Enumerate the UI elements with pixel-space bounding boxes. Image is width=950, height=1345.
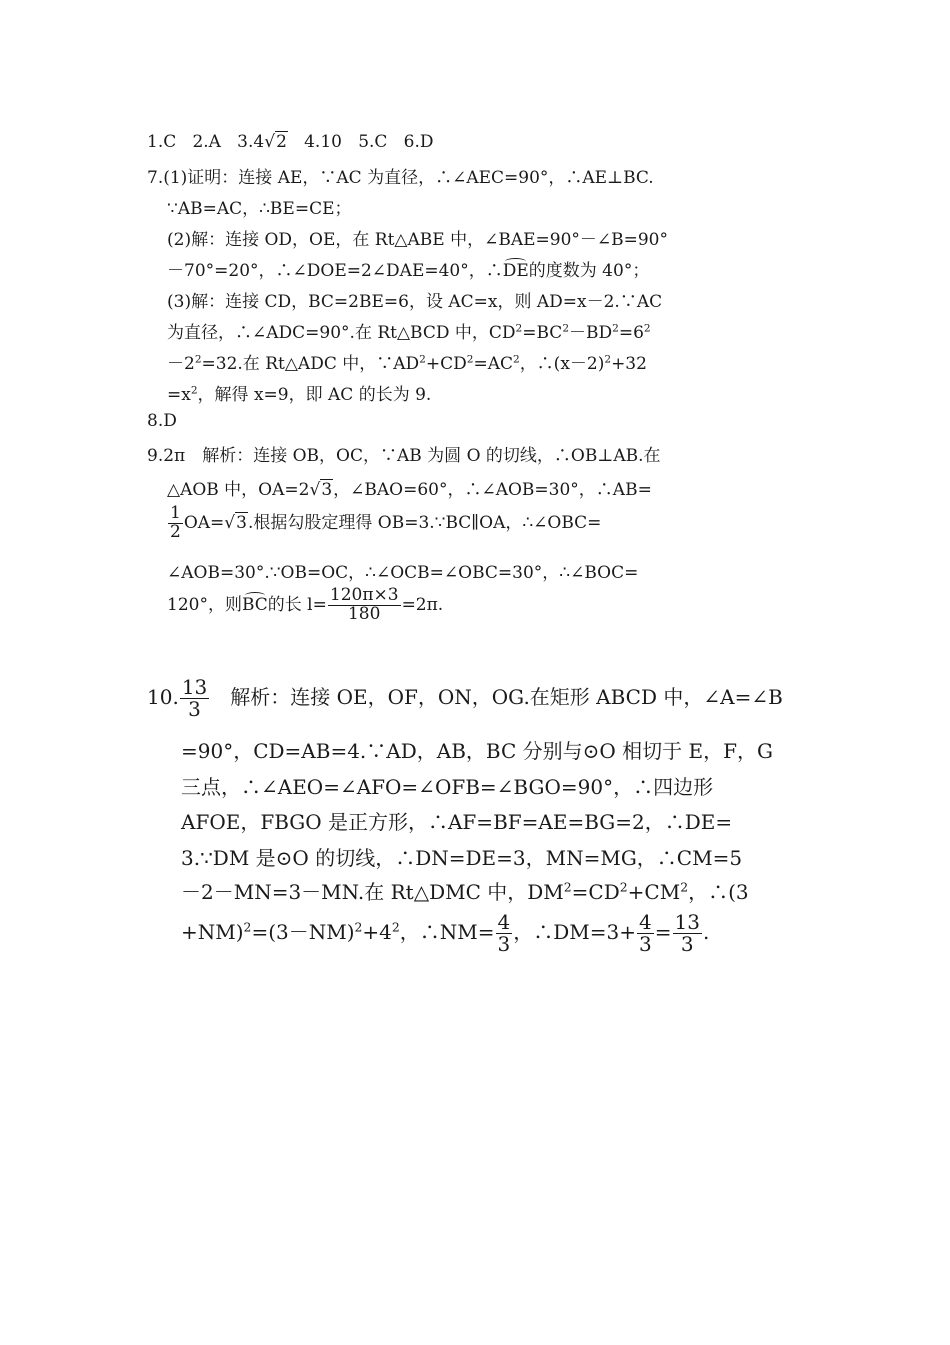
q9-line-4: ∠AOB=30°.∵OB=OC，∴∠OCB=∠OBC=30°，∴∠BOC= <box>167 563 639 583</box>
q7-line-8: $=x^2$，解得 x=9，即 AC 的长为 9. <box>167 384 432 405</box>
q7-line-1: 7.(1)证明：连接 AE，∵AC 为直径，∴∠AEC=90°，∴AE⊥BC. <box>147 168 654 188</box>
answer-6: 6.D <box>403 132 434 152</box>
q7-line-3: (2)解：连接 OD，OE，在 Rt△ABE 中，∠BAE=90°－∠B=90° <box>167 230 669 250</box>
q9-line-5: 120°，则BC的长 l= $\frac{120\pi\times 3}{180}$ =2π. <box>167 585 444 624</box>
answer-1: 1.C <box>147 132 177 152</box>
q10-line-1: 10. $\frac{13}{3}$ 解析：连接 OE，OF，ON，OG.在矩形 ABCD 中，∠A=∠B <box>147 675 783 721</box>
q10-line-6: －2－MN=3－MN.在 Rt△DMC 中，$DM^2=CD^2+CM^2$，∴(3 <box>181 879 749 904</box>
q9-line-3: $\frac{1}{2}$ OA=√3.根据勾股定理得 OB=3.∵BC∥OA，∴∠OBC= <box>170 503 602 542</box>
fraction-dm: $\frac{13}{3}$ <box>674 910 700 956</box>
q10-line-4: AFOE，FBGO 是正方形，∴AF=BF=AE=BG=2，∴DE= <box>181 810 733 834</box>
arc-bc: BC <box>241 594 268 615</box>
q7-line-4: －70°=20°，∴∠DOE=2∠DAE=40°，∴DE的度数为 40°； <box>167 261 650 281</box>
q7-line-2: ∵AB=AC，∴BE=CE； <box>167 199 352 219</box>
fraction-nm: $\frac{4}{3}$ <box>497 910 511 956</box>
fraction-four-thirds: $\frac{4}{3}$ <box>639 910 652 956</box>
answers-row <box>147 132 434 152</box>
fraction-one-half: $\frac{1}{2}$ <box>170 503 181 542</box>
answer-4: 4.10 <box>304 132 342 152</box>
q8-line: 8.D <box>147 411 177 431</box>
fraction-answer: $\frac{13}{3}$ <box>181 675 208 721</box>
q10-line-2: =90°，CD=AB=4.∵AD，AB，BC 分别与⊙O 相切于 E，F，G <box>181 739 773 763</box>
q9-line-2: △AOB 中，OA=2√3，∠BAO=60°，∴∠AOB=30°，∴AB= <box>167 480 652 500</box>
q9-line-1: 9.2π 解析：连接 OB，OC，∵AB 为圆 O 的切线，∴OB⊥AB.在 <box>147 446 661 466</box>
arc-de: DE <box>502 261 529 281</box>
answer-3: 3.4√2 <box>237 132 287 152</box>
answer-2: 2.A <box>192 132 221 152</box>
q7-line-5: (3)解：连接 CD，BC=2BE=6，设 AC=x，则 AD=x－2.∵AC <box>167 292 663 312</box>
answer-5: 5.C <box>358 132 388 152</box>
fraction-arc-length: $\frac{120\pi\times 3}{180}$ <box>329 585 399 624</box>
q7-line-7: $-2^2=32$.在 Rt△ADC 中，$\because AD^2+CD^2=AC^2$，$\therefore(x-2)^2+32$ <box>167 353 647 374</box>
q10-line-5: 3.∵DM 是⊙O 的切线，∴DN=DE=3，MN=MG，∴CM=5 <box>181 846 743 870</box>
q10-line-7: $+NM)^2=(3-NM)^2+4^2$，∴NM= $\frac{4}{3}$ ，∴DM=3+ $\frac{4}{3}$ = $\frac{13}{3}$ . <box>181 910 710 956</box>
q7-line-6: 为直径，∴∠ADC=90°.在 Rt△BCD 中，$CD^2=BC^2-BD^2=6^2$ <box>167 322 651 343</box>
q10-line-3: 三点，∴∠AEO=∠AFO=∠OFB=∠BGO=90°，∴四边形 <box>181 775 714 799</box>
